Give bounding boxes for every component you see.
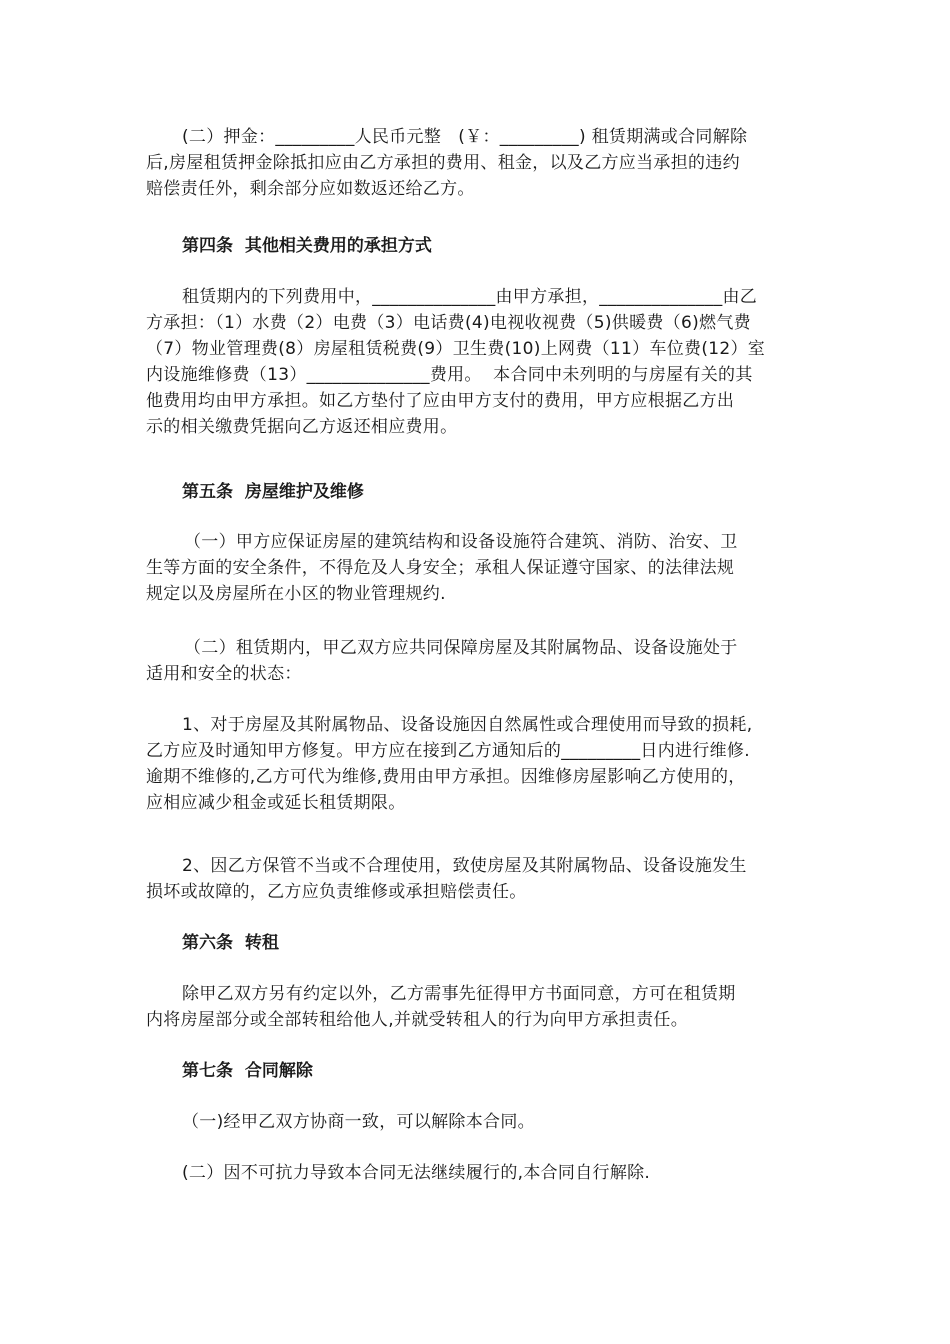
text-line: 1、对于房屋及其附属物品、设备设施因自然属性或合理使用而导致的损耗,	[182, 715, 753, 735]
text-line: (二）押金：_________人民币元整 (￥：_________) 租赁期满或合同解除	[182, 127, 748, 147]
article-4-paragraph	[146, 284, 806, 440]
text-line: （一)经甲乙双方协商一致，可以解除本合同。	[182, 1112, 535, 1132]
text-line: （一）甲方应保证房屋的建筑结构和设备设施符合建筑、消防、治安、卫	[184, 532, 738, 552]
article-4-heading: 第四条 其他相关费用的承担方式	[182, 236, 432, 256]
article-6-heading: 第六条 转租	[182, 933, 279, 953]
article-5-paragraph-2	[146, 635, 806, 687]
article-5-heading: 第五条 房屋维护及维修	[182, 482, 364, 502]
article-6-paragraph	[146, 981, 806, 1033]
text-line: 赔偿责任外，剩余部分应如数返还给乙方。	[146, 179, 475, 199]
text-line: 后,房屋租赁押金除抵扣应由乙方承担的费用、租金，以及乙方应当承担的违约	[146, 153, 740, 173]
text-line: （二）租赁期内，甲乙双方应共同保障房屋及其附属物品、设备设施处于	[184, 638, 738, 658]
text-line: 内将房屋部分或全部转租给他人,并就受转租人的行为向甲方承担责任。	[146, 1010, 689, 1030]
deposit-paragraph	[146, 124, 806, 202]
article-7-paragraph-2	[146, 1160, 806, 1186]
text-line: 2、因乙方保管不当或不合理使用，致使房屋及其附属物品、设备设施发生	[182, 856, 747, 876]
text-line: 应相应减少租金或延长租赁期限。	[146, 793, 406, 813]
text-line: 内设施维修费（13）______________费用。 本合同中未列明的与房屋有关的其	[146, 365, 753, 385]
text-line: (二）因不可抗力导致本合同无法继续履行的,本合同自行解除.	[182, 1163, 651, 1183]
article-7-paragraph-1	[146, 1109, 806, 1135]
article-5-paragraph-1	[146, 529, 806, 607]
article-5-paragraph-3	[146, 712, 806, 816]
text-line: 生等方面的安全条件，不得危及人身安全；承租人保证遵守国家、的法律法规	[146, 558, 735, 578]
text-line: 方承担：（1）水费（2）电费（3）电话费(4)电视收视费（5)供暖费（6)燃气费	[146, 313, 751, 333]
article-5-paragraph-4	[146, 853, 806, 905]
text-line: 适用和安全的状态：	[146, 664, 302, 684]
text-line: 规定以及房屋所在小区的物业管理规约.	[146, 584, 446, 604]
text-line: 乙方应及时通知甲方修复。甲方应在接到乙方通知后的_________日内进行维修.	[146, 741, 750, 761]
text-line: 他费用均由甲方承担。如乙方垫付了应由甲方支付的费用，甲方应根据乙方出	[146, 391, 735, 411]
text-line: （7）物业管理费(8）房屋租赁税费(9）卫生费(10)上网费（11）车位费(12）室	[146, 339, 766, 359]
text-line: 损坏或故障的，乙方应负责维修或承担赔偿责任。	[146, 882, 527, 902]
text-line: 除甲乙双方另有约定以外，乙方需事先征得甲方书面同意，方可在租赁期	[182, 984, 736, 1004]
text-line: 租赁期内的下列费用中，______________由甲方承担，______________由乙	[182, 287, 758, 307]
article-7-heading: 第七条 合同解除	[182, 1061, 313, 1081]
text-line: 示的相关缴费凭据向乙方返还相应费用。	[146, 417, 458, 437]
text-line: 逾期不维修的,乙方可代为维修,费用由甲方承担。因维修房屋影响乙方使用的，	[146, 767, 746, 787]
